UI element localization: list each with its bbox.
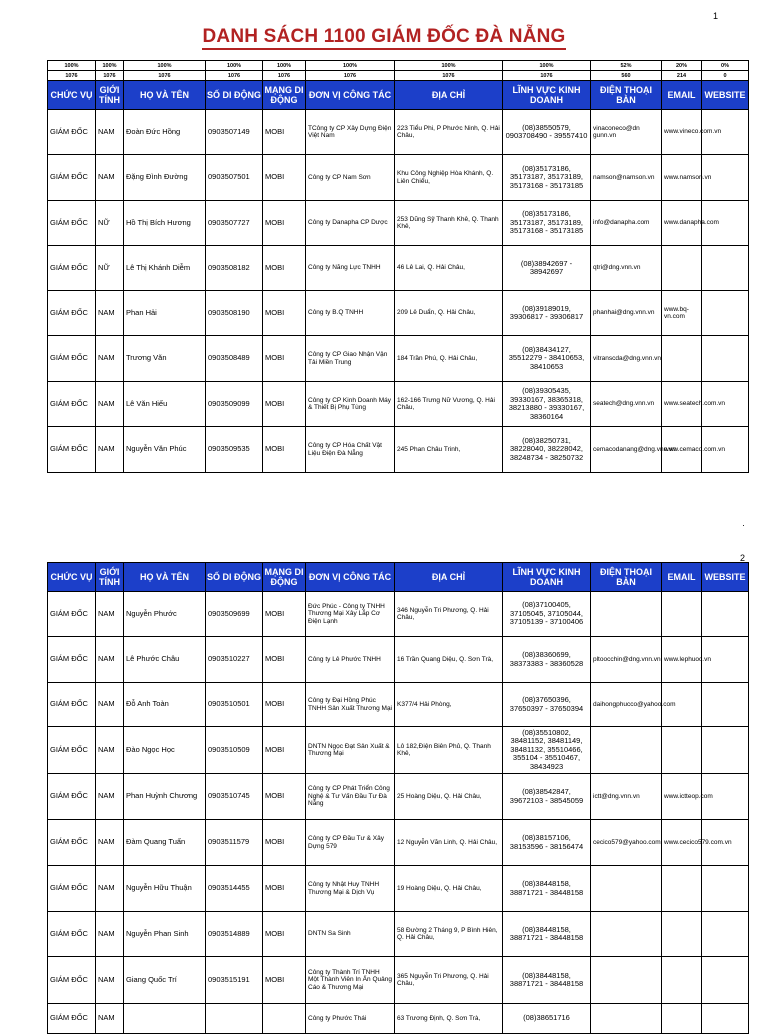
table-cell: 0903508182 <box>206 246 263 291</box>
table-cell <box>591 1004 662 1034</box>
table-cell: DNTN Ngọc Đạt Sản Xuất & Thương Mại <box>306 727 395 774</box>
table-cell <box>263 1004 306 1034</box>
table-cell: NAM <box>96 820 124 866</box>
table-cell: K377/4 Hải Phòng, <box>395 683 503 727</box>
table-cell: NAM <box>96 382 124 427</box>
table-cell: 0903509699 <box>206 592 263 637</box>
table-cell: TCông ty CP Xây Dựng Điện Việt Nam <box>306 110 395 155</box>
table-cell: MOBI <box>263 637 306 683</box>
table-cell <box>591 727 662 774</box>
table-cell: Lê Thị Khánh Diễm <box>124 246 206 291</box>
table-cell: MOBI <box>263 957 306 1004</box>
table-row <box>48 382 749 427</box>
table-cell: 184 Trần Phú, Q. Hải Châu, <box>395 336 503 382</box>
table-row <box>48 957 749 1004</box>
table-cell: Khu Công Nghiệp Hòa Khánh, Q. Liên Chiểu, <box>395 155 503 201</box>
table-cell: www.cemaco.com.vn <box>662 427 702 473</box>
table-cell: MOBI <box>263 291 306 336</box>
table-cell: 223 Tiểu Phi, P Phước Ninh, Q. Hải Châu, <box>395 110 503 155</box>
table-cell: (08)38360699, 38373383 - 38360528 <box>503 637 591 683</box>
table-row <box>48 866 749 912</box>
table-cell: namson@namson.vn <box>591 155 662 201</box>
table-cell <box>702 957 749 1004</box>
table-cell: 0903510227 <box>206 637 263 683</box>
table-cell: 0903509099 <box>206 382 263 427</box>
table-cell: Đàm Quang Tuấn <box>124 820 206 866</box>
table-cell: GIÁM ĐỐC <box>48 155 96 201</box>
table-cell: GIÁM ĐỐC <box>48 912 96 957</box>
table-row <box>48 201 749 246</box>
table-row <box>48 291 749 336</box>
table-cell: Nguyễn Hữu Thuận <box>124 866 206 912</box>
table-cell: Đoàn Đức Hồng <box>124 110 206 155</box>
table-cell: (08)39305435, 39330167, 38365318, 38213880 - 39330167, 38360164 <box>503 382 591 427</box>
table-cell: 245 Phan Châu Trinh, <box>395 427 503 473</box>
table-cell: 0903509535 <box>206 427 263 473</box>
table-cell: Lô 182,Điện Biên Phủ, Q. Thanh Khê, <box>395 727 503 774</box>
table-cell: NAM <box>96 592 124 637</box>
table-cell: (08)35173186, 35173187, 35173189, 35173168 - 35173185 <box>503 155 591 201</box>
table-cell <box>591 957 662 1004</box>
count-cell: 560 <box>591 71 662 81</box>
table-cell: NAM <box>96 1004 124 1034</box>
count-cell: 1076 <box>395 71 503 81</box>
table-cell: 0903508489 <box>206 336 263 382</box>
table-cell: phanhai@dng.vnn.vn <box>591 291 662 336</box>
count-cell: 1076 <box>124 71 206 81</box>
table-cell: MOBI <box>263 727 306 774</box>
column-header: HỌ VÀ TÊN <box>124 81 206 110</box>
table-cell: www.lephuoc.vn <box>662 637 702 683</box>
percent-cell: 100% <box>306 61 395 71</box>
table-cell: GIÁM ĐỐC <box>48 382 96 427</box>
table-row <box>48 592 749 637</box>
table-cell <box>702 683 749 727</box>
table-cell: 0903507727 <box>206 201 263 246</box>
table-cell: MOBI <box>263 155 306 201</box>
percent-cell: 100% <box>124 61 206 71</box>
table-cell: GIÁM ĐỐC <box>48 336 96 382</box>
table-cell: seatech@dng.vnn.vn <box>591 382 662 427</box>
table-cell: www.namson.vn <box>662 155 702 201</box>
table-cell: 209 Lê Duẩn, Q. Hải Châu, <box>395 291 503 336</box>
table-cell: (08)38434127, 35512279 - 38410653, 38410653 <box>503 336 591 382</box>
column-header: HỌ VÀ TÊN <box>124 563 206 592</box>
table-cell: GIÁM ĐỐC <box>48 957 96 1004</box>
table-cell: MOBI <box>263 246 306 291</box>
table-cell: 58 Đường 2 Tháng 9, P Bình Hiên, Q. Hải Châu, <box>395 912 503 957</box>
table-cell: Công ty Phước Thái <box>306 1004 395 1034</box>
table-row <box>48 683 749 727</box>
table-cell: 162-166 Trưng Nữ Vương, Q. Hải Châu, <box>395 382 503 427</box>
count-cell: 214 <box>662 71 702 81</box>
table-cell: Đào Ngọc Học <box>124 727 206 774</box>
table-cell: GIÁM ĐỐC <box>48 683 96 727</box>
table-cell: 63 Trương Định, Q. Sơn Trà, <box>395 1004 503 1034</box>
table-cell <box>702 866 749 912</box>
table-cell: MOBI <box>263 820 306 866</box>
table-cell: Công ty CP Hóa Chất Vật Liệu Điện Đà Nẵng <box>306 427 395 473</box>
table-cell: GIÁM ĐỐC <box>48 291 96 336</box>
column-header: ĐIỆN THOẠI BÀN <box>591 81 662 110</box>
table-cell: NAM <box>96 336 124 382</box>
table-cell: GIÁM ĐỐC <box>48 592 96 637</box>
column-header: ĐƠN VỊ CÔNG TÁC <box>306 81 395 110</box>
table-cell <box>662 912 702 957</box>
table-row <box>48 727 749 774</box>
table-cell <box>206 1004 263 1034</box>
table-cell: (08)38651716 <box>503 1004 591 1034</box>
table-cell: NAM <box>96 727 124 774</box>
table-cell: NAM <box>96 683 124 727</box>
table-cell: (08)38542847, 39672103 - 38545059 <box>503 774 591 820</box>
column-header: EMAIL <box>662 563 702 592</box>
table-cell: vinaconeco@dn gunn.vn <box>591 110 662 155</box>
table-cell: (08)38157106, 38153596 - 38156474 <box>503 820 591 866</box>
table-row <box>48 336 749 382</box>
table-cell: Trương Văn <box>124 336 206 382</box>
table-cell: Hồ Thị Bích Hương <box>124 201 206 246</box>
table-cell: Phan Huỳnh Chương <box>124 774 206 820</box>
column-header: GIỚI TÍNH <box>96 563 124 592</box>
table-cell: 19 Hoàng Diệu, Q. Hải Châu, <box>395 866 503 912</box>
table-cell: GIÁM ĐỐC <box>48 1004 96 1034</box>
table-cell: (08)38448158, 38871721 - 38448158 <box>503 912 591 957</box>
table-cell: 0903510509 <box>206 727 263 774</box>
table-cell: www.danapha.com <box>662 201 702 246</box>
table-cell: NAM <box>96 866 124 912</box>
table-cell: 46 Lê Lai, Q. Hải Châu, <box>395 246 503 291</box>
directors-table-page-2 <box>47 562 749 1034</box>
table-row <box>48 774 749 820</box>
percent-cell: 100% <box>263 61 306 71</box>
table-cell <box>702 246 749 291</box>
table-cell: www.bq-vn.com <box>662 291 702 336</box>
table-cell: Công ty CP Phát Triển Công Nghệ & Tư Vấn Đầu Tư Đà Nẵng <box>306 774 395 820</box>
table-cell: 0903510501 <box>206 683 263 727</box>
table-cell: Phan Hải <box>124 291 206 336</box>
table-cell: Đức Phúc - Công ty TNHH Thương Mại Xây Lắp Cơ Điện Lạnh <box>306 592 395 637</box>
table-cell: Nguyễn Phan Sinh <box>124 912 206 957</box>
column-header: ĐIỆN THOẠI BÀN <box>591 563 662 592</box>
table-cell: qtri@dng.vnn.vn <box>591 246 662 291</box>
dot-mark: · <box>742 520 745 530</box>
table-cell: vitranscda@dng.vnn.vn <box>591 336 662 382</box>
table-cell <box>702 592 749 637</box>
table-cell: (08)37650396, 37650397 - 37650394 <box>503 683 591 727</box>
table-cell: 0903515191 <box>206 957 263 1004</box>
table-cell: NỮ <box>96 201 124 246</box>
table-cell: NAM <box>96 427 124 473</box>
percent-cell: 100% <box>503 61 591 71</box>
table-cell: (08)39189019, 39306817 - 39306817 <box>503 291 591 336</box>
header-row <box>48 81 749 110</box>
table-cell: GIÁM ĐỐC <box>48 427 96 473</box>
page-title: DANH SÁCH 1100 GIÁM ĐỐC ĐÀ NẴNG <box>0 26 768 48</box>
column-header: LĨNH VỰC KINH DOANH <box>503 563 591 592</box>
table-cell <box>662 866 702 912</box>
table-row <box>48 110 749 155</box>
table-cell <box>662 336 702 382</box>
table-cell: NỮ <box>96 246 124 291</box>
column-header: SỐ DI ĐỘNG <box>206 81 263 110</box>
column-header: ĐỊA CHỈ <box>395 81 503 110</box>
table-cell: NAM <box>96 957 124 1004</box>
table-cell: pltoocchin@dng.vnn.vn <box>591 637 662 683</box>
table-cell: Công ty Danapha CP Dược <box>306 201 395 246</box>
table-cell: GIÁM ĐỐC <box>48 727 96 774</box>
page-number-1: 1 <box>713 11 719 21</box>
table-cell: Công ty B.Q TNHH <box>306 291 395 336</box>
table-cell: NAM <box>96 110 124 155</box>
table-cell: 12 Nguyễn Văn Linh, Q. Hải Châu, <box>395 820 503 866</box>
table-cell: 253 Dũng Sỹ Thanh Khê, Q. Thanh Khê, <box>395 201 503 246</box>
table-cell: info@danapha.com <box>591 201 662 246</box>
table-cell: 0903507501 <box>206 155 263 201</box>
table-cell: cecico579@yahoo.com <box>591 820 662 866</box>
table-cell <box>662 957 702 1004</box>
percent-cell: 100% <box>206 61 263 71</box>
column-header: CHỨC VỤ <box>48 563 96 592</box>
column-header: SỐ DI ĐỘNG <box>206 563 263 592</box>
percent-cell: 100% <box>48 61 96 71</box>
table-cell: Nguyễn Phước <box>124 592 206 637</box>
header-row <box>48 563 749 592</box>
table-row <box>48 637 749 683</box>
table-cell: Công ty Năng Lực TNHH <box>306 246 395 291</box>
table-cell: 25 Hoàng Diệu, Q. Hải Châu, <box>395 774 503 820</box>
column-header: GIỚI TÍNH <box>96 81 124 110</box>
table-cell: NAM <box>96 912 124 957</box>
count-cell: 1076 <box>96 71 124 81</box>
table-cell: NAM <box>96 637 124 683</box>
column-header: MẠNG DI ĐỘNG <box>263 81 306 110</box>
percent-cell: 100% <box>395 61 503 71</box>
table-row <box>48 155 749 201</box>
table-cell: www.cecico579.com.vn <box>662 820 702 866</box>
table-cell: (08)38550579, 0903708490 - 39557410 <box>503 110 591 155</box>
column-header: ĐỊA CHỈ <box>395 563 503 592</box>
table-cell: MOBI <box>263 774 306 820</box>
table-cell: MOBI <box>263 427 306 473</box>
table-row <box>48 246 749 291</box>
table-cell: Giang Quốc Trí <box>124 957 206 1004</box>
table-cell: (08)38250731, 38228040, 38228042, 38248734 - 38250732 <box>503 427 591 473</box>
table-cell: MOBI <box>263 592 306 637</box>
table-row <box>48 912 749 957</box>
table-cell <box>662 727 702 774</box>
table-cell <box>702 727 749 774</box>
table-cell: 0903508190 <box>206 291 263 336</box>
table-cell: NAM <box>96 291 124 336</box>
percent-cell: 20% <box>662 61 702 71</box>
column-header: WEBSITE <box>702 81 749 110</box>
column-header: CHỨC VỤ <box>48 81 96 110</box>
table-cell: Công ty CP Đầu Tư & Xây Dựng 579 <box>306 820 395 866</box>
table-cell: cemacodanang@dng.vnn.vn <box>591 427 662 473</box>
table-cell: 0903507149 <box>206 110 263 155</box>
table-cell: 0903510745 <box>206 774 263 820</box>
column-header: EMAIL <box>662 81 702 110</box>
percent-row <box>48 61 749 71</box>
table-cell: MOBI <box>263 382 306 427</box>
table-cell <box>662 1004 702 1034</box>
percent-cell: 52% <box>591 61 662 71</box>
page-number-2: 2 <box>740 553 746 563</box>
count-row <box>48 71 749 81</box>
column-header: WEBSITE <box>702 563 749 592</box>
table-cell <box>591 592 662 637</box>
column-header: LĨNH VỰC KINH DOANH <box>503 81 591 110</box>
table-cell: (08)35510802, 38481152, 38481149, 38481132, 35510466, 355104 - 35510467, 38434923 <box>503 727 591 774</box>
table-cell: MOBI <box>263 201 306 246</box>
table-cell: DNTN Sa Sinh <box>306 912 395 957</box>
table-cell: GIÁM ĐỐC <box>48 110 96 155</box>
column-header: ĐƠN VỊ CÔNG TÁC <box>306 563 395 592</box>
count-cell: 0 <box>702 71 749 81</box>
table-cell: GIÁM ĐỐC <box>48 774 96 820</box>
table-cell <box>591 912 662 957</box>
table-cell: 0903514455 <box>206 866 263 912</box>
table-cell: 0903511579 <box>206 820 263 866</box>
table-cell: MOBI <box>263 336 306 382</box>
table-cell: (08)38942697 - 38942697 <box>503 246 591 291</box>
table-cell: MOBI <box>263 110 306 155</box>
count-cell: 1076 <box>306 71 395 81</box>
table-cell <box>591 866 662 912</box>
table-cell: Đặng Đình Đường <box>124 155 206 201</box>
table-cell: www.seatech.com.vn <box>662 382 702 427</box>
table-cell <box>702 1004 749 1034</box>
table-cell <box>702 912 749 957</box>
table-cell: NAM <box>96 155 124 201</box>
table-cell: 16 Trần Quang Diệu, Q. Sơn Trà, <box>395 637 503 683</box>
table-cell: GIÁM ĐỐC <box>48 637 96 683</box>
table-cell: (08)38448158, 38871721 - 38448158 <box>503 957 591 1004</box>
percent-cell: 0% <box>702 61 749 71</box>
table-cell: Công ty CP Giao Nhận Vận Tải Miền Trung <box>306 336 395 382</box>
table-row <box>48 820 749 866</box>
count-cell: 1076 <box>48 71 96 81</box>
table-cell: GIÁM ĐỐC <box>48 866 96 912</box>
count-cell: 1076 <box>263 71 306 81</box>
table-cell: www.ictteop.com <box>662 774 702 820</box>
table-cell: Đỗ Anh Toàn <box>124 683 206 727</box>
table-cell: GIÁM ĐỐC <box>48 201 96 246</box>
table-cell <box>702 336 749 382</box>
table-cell <box>124 1004 206 1034</box>
column-header: MẠNG DI ĐỘNG <box>263 563 306 592</box>
table-cell: ictt@dng.vnn.vn <box>591 774 662 820</box>
table-cell: MOBI <box>263 683 306 727</box>
table-cell: 346 Nguyễn Tri Phương, Q. Hải Châu, <box>395 592 503 637</box>
table-cell: Lê Văn Hiếu <box>124 382 206 427</box>
directors-table-page-1 <box>47 60 749 473</box>
table-cell <box>702 291 749 336</box>
table-cell <box>662 246 702 291</box>
table-cell: Công ty Đại Hồng Phúc TNHH Sản Xuất Thương Mại <box>306 683 395 727</box>
table-cell: (08)37100405, 37105045, 37105044, 37105139 - 37100406 <box>503 592 591 637</box>
table-cell: Công ty Thành Trí TNHH Một Thành Viên In Ấn Quảng Cáo & Thương Mại <box>306 957 395 1004</box>
table-cell: 0903514889 <box>206 912 263 957</box>
table-cell: Nguyễn Văn Phúc <box>124 427 206 473</box>
count-cell: 1076 <box>206 71 263 81</box>
count-cell: 1076 <box>503 71 591 81</box>
table-cell: GIÁM ĐỐC <box>48 246 96 291</box>
table-cell: Công ty Lê Phước TNHH <box>306 637 395 683</box>
percent-cell: 100% <box>96 61 124 71</box>
table-cell: Công ty CP Kinh Doanh Máy & Thiết Bị Phụ Tùng <box>306 382 395 427</box>
table-cell: www.vineco.com.vn <box>662 110 702 155</box>
table-cell: Công ty Nhật Huy TNHH Thương Mại & Dịch Vụ <box>306 866 395 912</box>
table-cell: (08)35173186, 35173187, 35173189, 35173168 - 35173185 <box>503 201 591 246</box>
table-cell: GIÁM ĐỐC <box>48 820 96 866</box>
table-row <box>48 427 749 473</box>
table-cell: (08)38448158, 38871721 - 38448158 <box>503 866 591 912</box>
table-row <box>48 1004 749 1034</box>
table-cell: daihongphucco@yahoo.com <box>591 683 662 727</box>
table-cell: Lê Phước Châu <box>124 637 206 683</box>
table-cell: NAM <box>96 774 124 820</box>
table-cell: MOBI <box>263 912 306 957</box>
table-cell <box>662 592 702 637</box>
table-cell: MOBI <box>263 866 306 912</box>
table-cell: 365 Nguyễn Tri Phương, Q. Hải Châu, <box>395 957 503 1004</box>
table-cell: Công ty CP Nam Sơn <box>306 155 395 201</box>
